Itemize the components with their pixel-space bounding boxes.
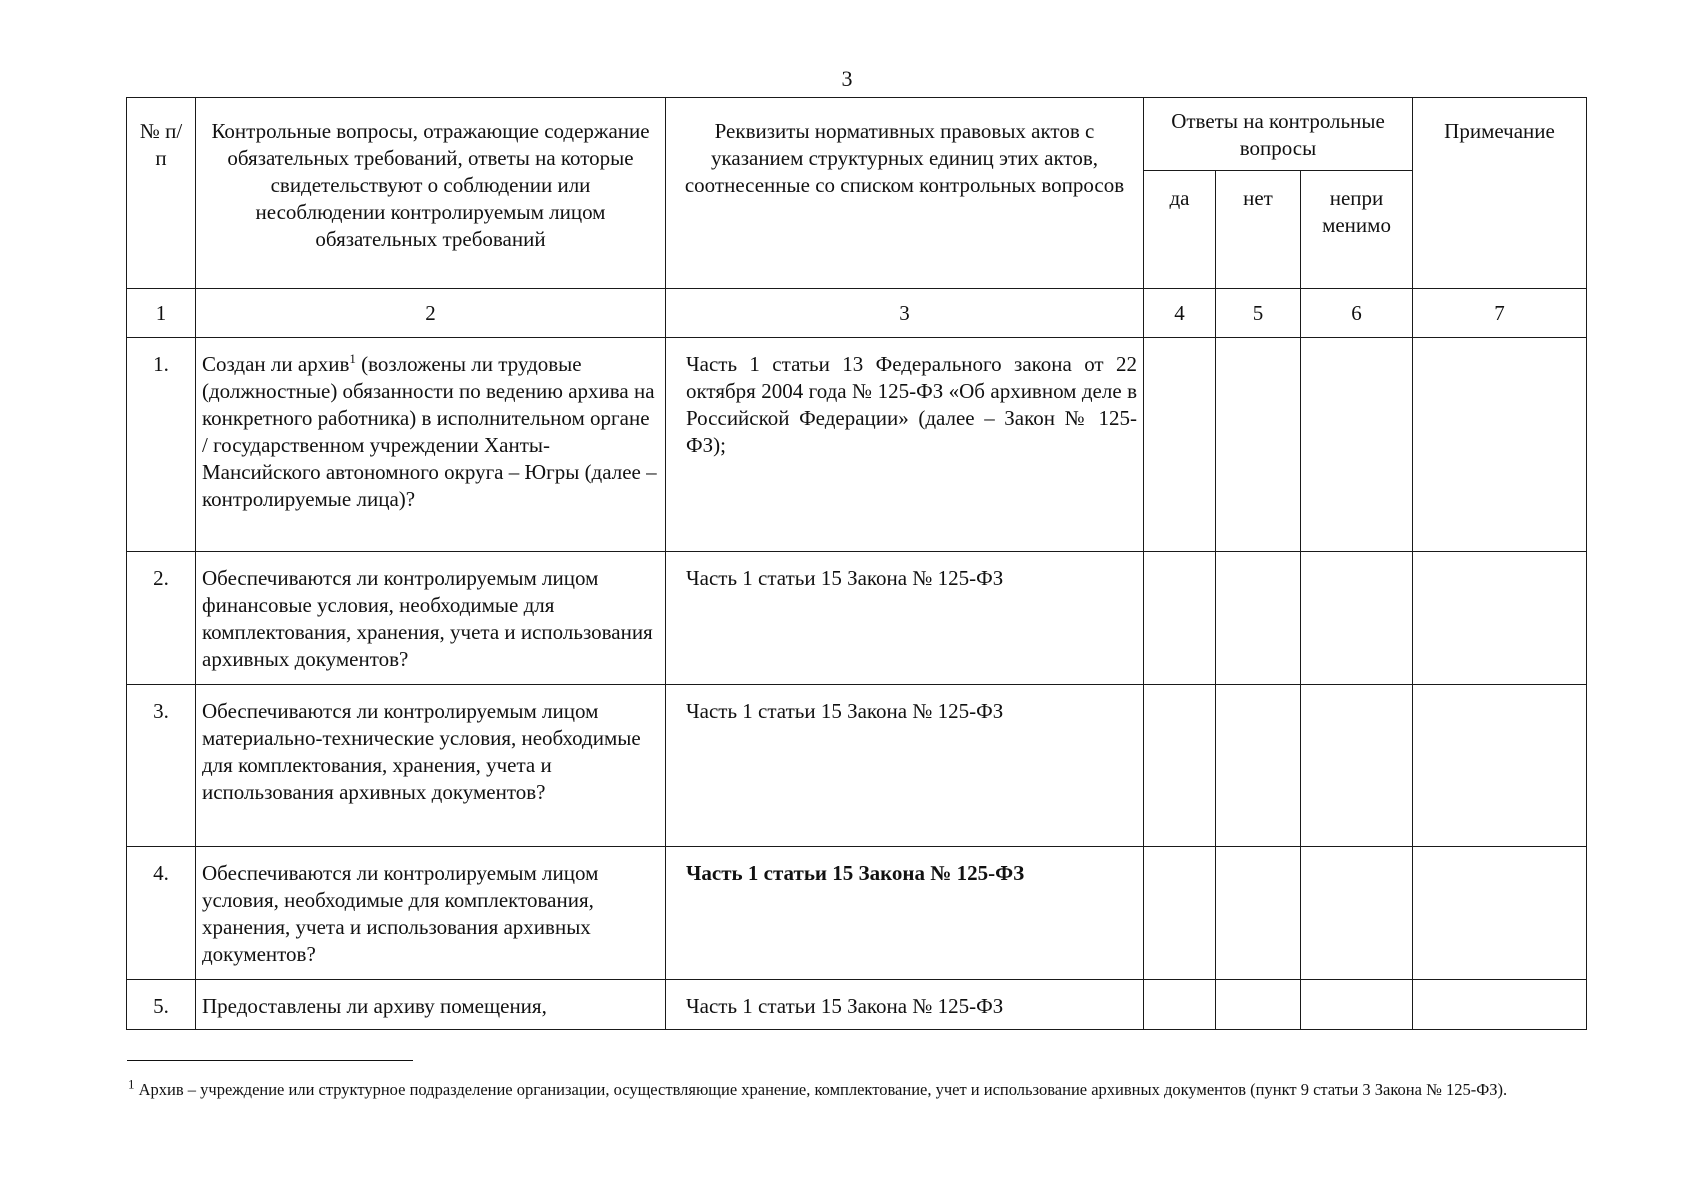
note-cell[interactable] — [1413, 552, 1587, 685]
table-row — [127, 685, 1587, 847]
table-row — [127, 847, 1587, 980]
row-question: Обеспечиваются ли контролируемым лицом условия, необходимые для комплектования, хранения, учета и использования архивных документов? — [196, 847, 666, 980]
row-law: Часть 1 статьи 15 Закона № 125-ФЗ — [666, 847, 1144, 980]
answer-na-cell[interactable] — [1301, 685, 1413, 847]
header-row — [127, 98, 1587, 171]
footnote-divider — [127, 1060, 413, 1061]
answer-yes-cell[interactable] — [1144, 338, 1216, 552]
answer-yes-cell[interactable] — [1144, 552, 1216, 685]
answer-no-cell[interactable] — [1216, 980, 1301, 1030]
row-number: 2. — [127, 552, 196, 685]
answer-no-cell[interactable] — [1216, 338, 1301, 552]
header-yes: да — [1144, 171, 1216, 289]
column-number-row — [127, 289, 1587, 338]
checklist-table — [126, 97, 1587, 1030]
header-requisites: Реквизиты нормативных правовых актов с указанием структурных единиц этих актов, соотнесенные со списком контрольных вопросов — [666, 98, 1144, 289]
row-question: Обеспечиваются ли контролируемым лицом материально-технические условия, необходимые для комплектования, хранения, учета и использования архивных документов? — [196, 685, 666, 847]
column-number: 3 — [666, 289, 1144, 338]
answer-na-cell[interactable] — [1301, 980, 1413, 1030]
note-cell[interactable] — [1413, 847, 1587, 980]
row-question — [196, 338, 666, 552]
answer-yes-cell[interactable] — [1144, 980, 1216, 1030]
header-not-applicable: непри менимо — [1301, 171, 1413, 289]
column-number: 4 — [1144, 289, 1216, 338]
question-text: Создан ли архив — [202, 352, 350, 376]
row-law: Часть 1 статьи 15 Закона № 125-ФЗ — [666, 685, 1144, 847]
answer-yes-cell[interactable] — [1144, 847, 1216, 980]
header-no: нет — [1216, 171, 1301, 289]
answer-yes-cell[interactable] — [1144, 685, 1216, 847]
footnote — [128, 1076, 1568, 1101]
row-number: 3. — [127, 685, 196, 847]
footnote-ref: 1 — [349, 351, 356, 366]
row-number: 1. — [127, 338, 196, 552]
row-number: 5. — [127, 980, 196, 1030]
answer-na-cell[interactable] — [1301, 338, 1413, 552]
answer-na-cell[interactable] — [1301, 552, 1413, 685]
row-question: Обеспечиваются ли контролируемым лицом финансовые условия, необходимые для комплектования, хранения, учета и использования архивных документов? — [196, 552, 666, 685]
row-law: Часть 1 статьи 15 Закона № 125-ФЗ — [666, 980, 1144, 1030]
column-number: 7 — [1413, 289, 1587, 338]
column-number: 6 — [1301, 289, 1413, 338]
table-row — [127, 552, 1587, 685]
footnote-marker: 1 — [128, 1076, 135, 1092]
header-num: № п/п — [127, 98, 196, 289]
table-row — [127, 980, 1587, 1030]
footnote-text: Архив – учреждение или структурное подразделение организации, осуществляющие хранение, комплектование, учет и использование архивных документов (пункт 9 статьи 3 Закона № 125-ФЗ). — [134, 1080, 1508, 1099]
question-text-cont: (возложены ли трудовые (должностные) обязанности по ведению архива на конкретного работника) в исполнительном органе / государственном учреждении Ханты-Мансийского автономного округа – Югры (далее – контролируемые лица)? — [202, 352, 657, 511]
row-law: Часть 1 статьи 15 Закона № 125-ФЗ — [666, 552, 1144, 685]
page-number: 3 — [841, 66, 853, 91]
row-law: Часть 1 статьи 13 Федерального закона от 22 октября 2004 года № 125-ФЗ «Об архивном деле в Российской Федерации» (далее – Закон № 125-ФЗ); — [666, 338, 1144, 552]
row-question: Предоставлены ли архиву помещения, — [196, 980, 666, 1030]
answer-no-cell[interactable] — [1216, 685, 1301, 847]
header-answers: Ответы на контрольные вопросы — [1144, 98, 1413, 171]
column-number: 5 — [1216, 289, 1301, 338]
column-number: 2 — [196, 289, 666, 338]
note-cell[interactable] — [1413, 980, 1587, 1030]
column-number: 1 — [127, 289, 196, 338]
answer-no-cell[interactable] — [1216, 552, 1301, 685]
answer-na-cell[interactable] — [1301, 847, 1413, 980]
answer-no-cell[interactable] — [1216, 847, 1301, 980]
note-cell[interactable] — [1413, 338, 1587, 552]
note-cell[interactable] — [1413, 685, 1587, 847]
table-row — [127, 338, 1587, 552]
row-number: 4. — [127, 847, 196, 980]
header-note: Примечание — [1413, 98, 1587, 289]
header-questions: Контрольные вопросы, отражающие содержание обязательных требований, ответы на которые свидетельствуют о соблюдении или несоблюдении контролируемым лицом обязательных требований — [196, 98, 666, 289]
